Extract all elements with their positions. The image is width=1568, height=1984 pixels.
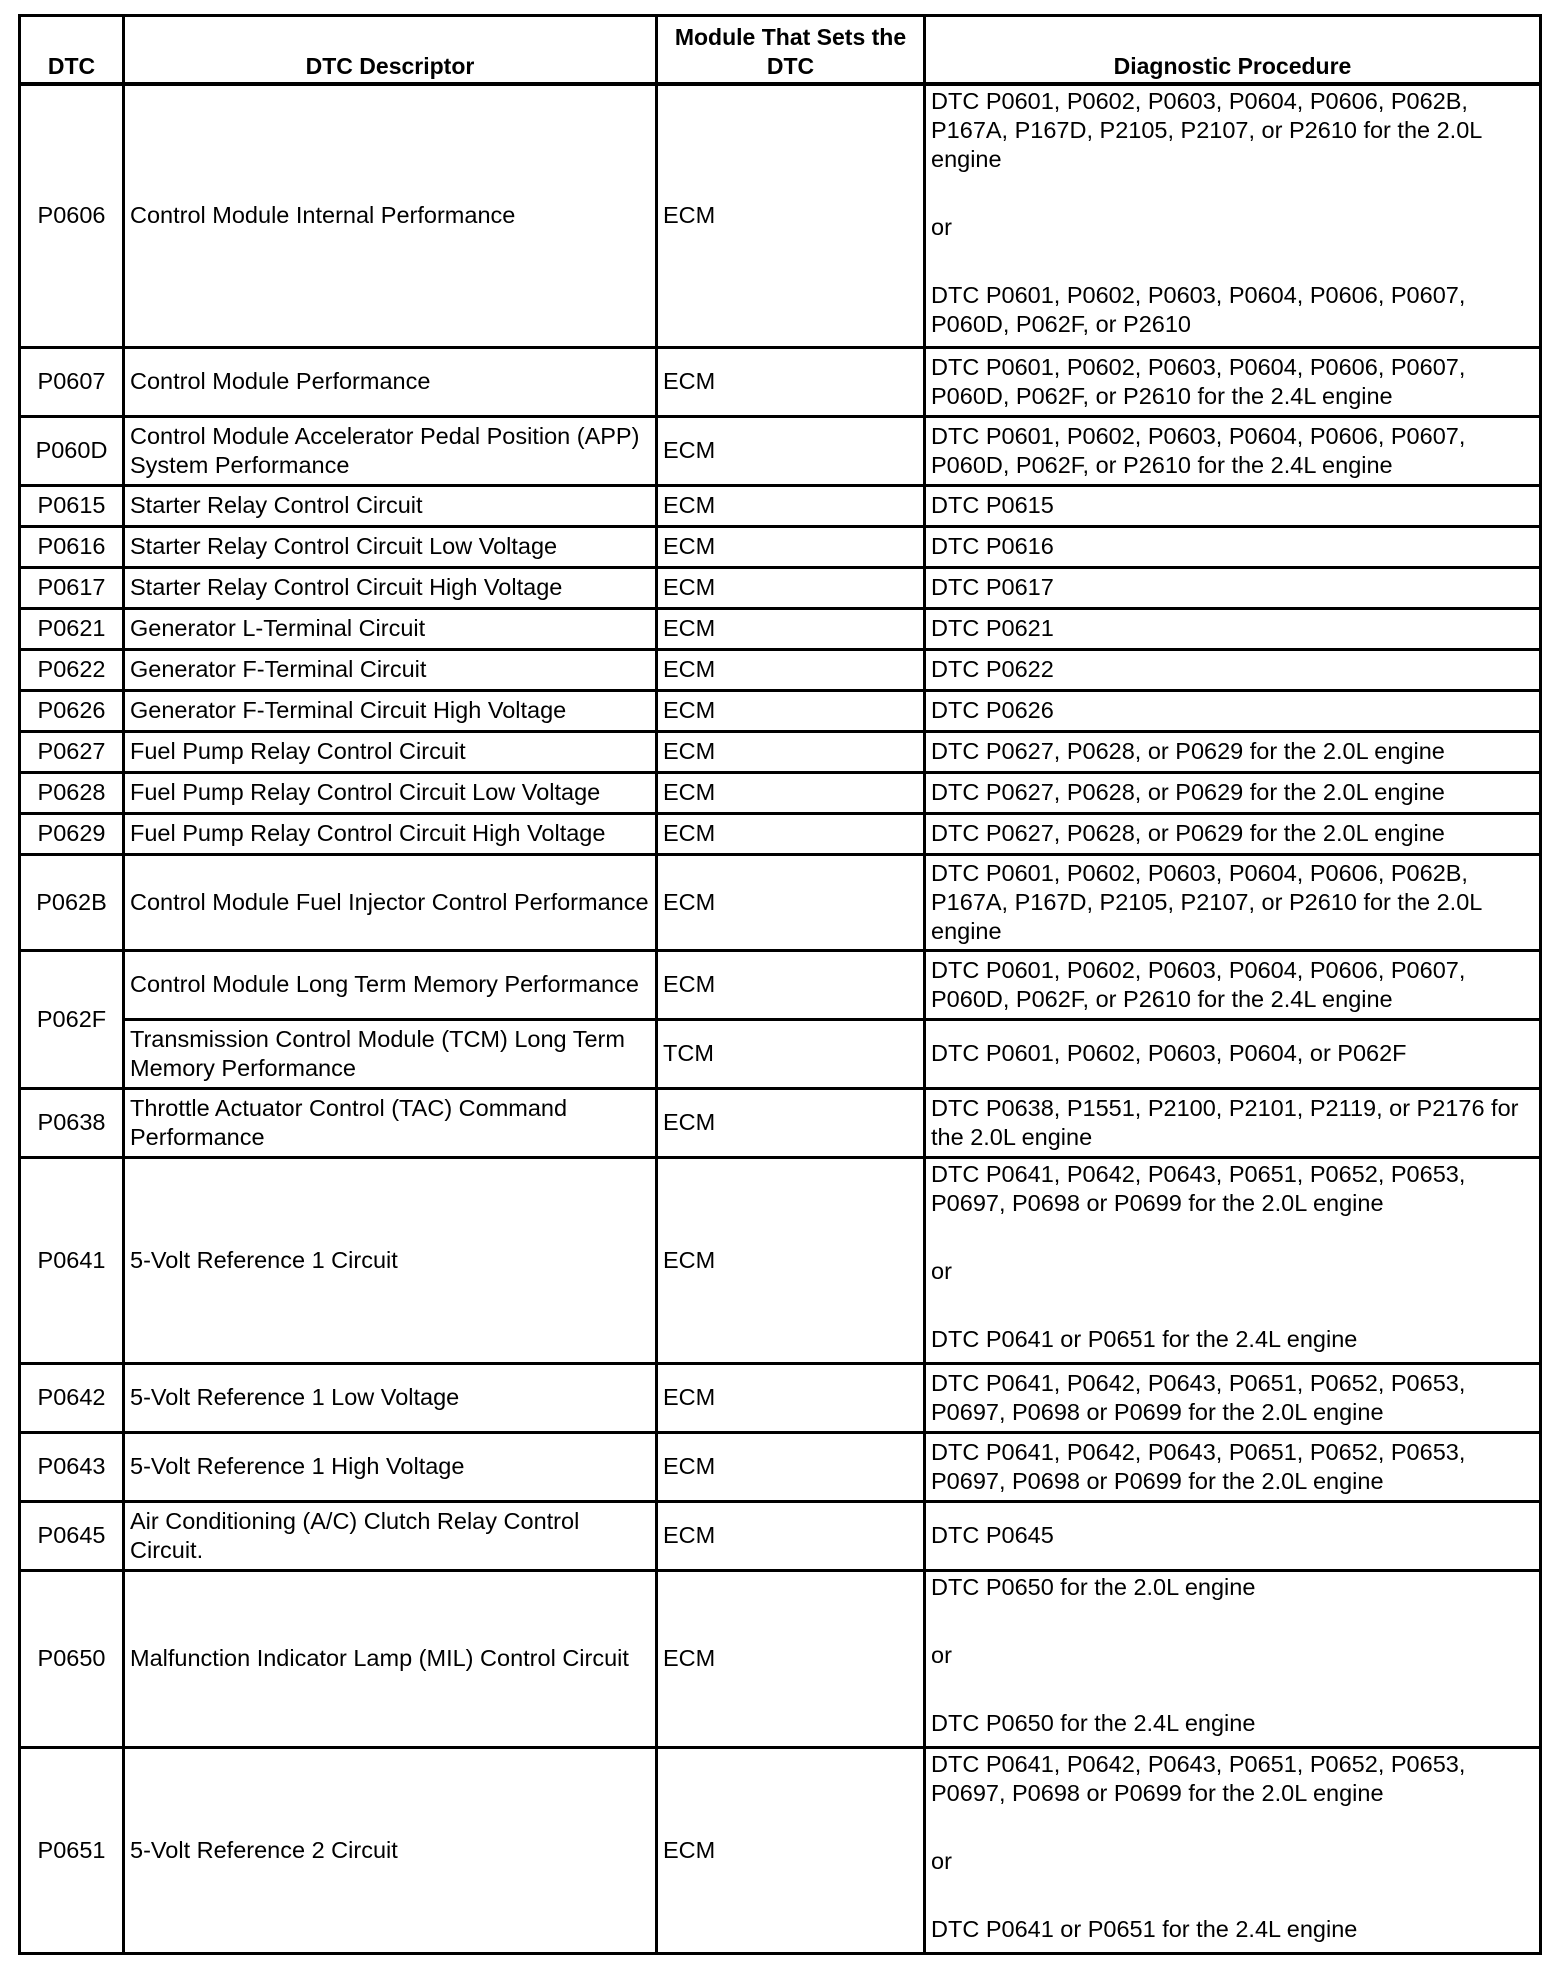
table-row: [20, 485, 1541, 526]
diagnostic-procedure: DTC P0601, P0602, P0603, P0604, P0606, P0607, P060D, P062F, or P2610 for the 2.4L engine: [925, 950, 1541, 1019]
dtc-descriptor: Fuel Pump Relay Control Circuit High Voltage: [124, 813, 657, 854]
dtc-descriptor: Air Conditioning (A/C) Clutch Relay Control Circuit.: [124, 1501, 657, 1570]
dtc-module: ECM: [657, 1570, 925, 1747]
dtc-descriptor: Malfunction Indicator Lamp (MIL) Control Circuit: [124, 1570, 657, 1747]
procedure-or: or: [931, 1257, 952, 1284]
dtc-descriptor: Generator F-Terminal Circuit High Voltage: [124, 690, 657, 731]
dtc-code: P0650: [20, 1570, 124, 1747]
dtc-descriptor: Transmission Control Module (TCM) Long Term Memory Performance: [124, 1019, 657, 1088]
dtc-descriptor: Generator F-Terminal Circuit: [124, 649, 657, 690]
dtc-code: P0628: [20, 772, 124, 813]
diagnostic-procedure: DTC P0622: [925, 649, 1541, 690]
dtc-module: ECM: [657, 84, 925, 347]
dtc-module: ECM: [657, 416, 925, 485]
diagnostic-procedure: DTC P0641, P0642, P0643, P0651, P0652, P0653, P0697, P0698 or P0699 for the 2.0L engine: [925, 1432, 1541, 1501]
dtc-code: P0607: [20, 347, 124, 416]
dtc-module: TCM: [657, 1019, 925, 1088]
header-descriptor: DTC Descriptor: [124, 16, 657, 85]
table-row: [20, 1157, 1541, 1363]
dtc-descriptor: 5-Volt Reference 1 Low Voltage: [124, 1363, 657, 1432]
dtc-code: P0621: [20, 608, 124, 649]
diagnostic-procedure: DTC P0601, P0602, P0603, P0604, or P062F: [925, 1019, 1541, 1088]
dtc-code: P060D: [20, 416, 124, 485]
dtc-code: P0617: [20, 567, 124, 608]
procedure-or: or: [931, 1641, 952, 1668]
table-row: [20, 608, 1541, 649]
procedure-or: or: [931, 214, 952, 240]
dtc-module: ECM: [657, 526, 925, 567]
dtc-descriptor: Fuel Pump Relay Control Circuit Low Voltage: [124, 772, 657, 813]
dtc-code: P0643: [20, 1432, 124, 1501]
diagnostic-procedure: DTC P0638, P1551, P2100, P2101, P2119, or P2176 for the 2.0L engine: [925, 1088, 1541, 1157]
header-row: [20, 16, 1541, 85]
procedure-text: DTC P0641, P0642, P0643, P0651, P0652, P0653, P0697, P0698 or P0699 for the 2.0L engine: [931, 1750, 1466, 1806]
dtc-module: ECM: [657, 731, 925, 772]
dtc-descriptor: 5-Volt Reference 1 High Voltage: [124, 1432, 657, 1501]
table-row: [20, 1501, 1541, 1570]
dtc-module: ECM: [657, 1088, 925, 1157]
table-row: [20, 731, 1541, 772]
diagnostic-procedure: [925, 1570, 1541, 1747]
procedure-text: DTC P0650 for the 2.0L engine: [931, 1573, 1256, 1600]
header-dtc: DTC: [20, 16, 124, 85]
procedure-text: DTC P0650 for the 2.4L engine: [931, 1709, 1256, 1736]
diagnostic-procedure: DTC P0627, P0628, or P0629 for the 2.0L engine: [925, 813, 1541, 854]
dtc-descriptor: Control Module Performance: [124, 347, 657, 416]
dtc-code: P0616: [20, 526, 124, 567]
dtc-code: P0629: [20, 813, 124, 854]
dtc-code: P0627: [20, 731, 124, 772]
dtc-code: P0606: [20, 84, 124, 347]
diagnostic-procedure: [925, 84, 1541, 347]
dtc-code: P0615: [20, 485, 124, 526]
dtc-module: ECM: [657, 690, 925, 731]
table-row: [20, 1432, 1541, 1501]
dtc-module: ECM: [657, 813, 925, 854]
dtc-descriptor: Starter Relay Control Circuit High Voltage: [124, 567, 657, 608]
dtc-code: P0645: [20, 1501, 124, 1570]
diagnostic-procedure: DTC P0627, P0628, or P0629 for the 2.0L engine: [925, 772, 1541, 813]
dtc-code: P062B: [20, 854, 124, 950]
table-row: [20, 690, 1541, 731]
dtc-module: ECM: [657, 567, 925, 608]
dtc-module: ECM: [657, 1363, 925, 1432]
dtc-descriptor: Throttle Actuator Control (TAC) Command Performance: [124, 1088, 657, 1157]
diagnostic-procedure: DTC P0626: [925, 690, 1541, 731]
dtc-descriptor: Control Module Internal Performance: [124, 84, 657, 347]
procedure-text: DTC P0641, P0642, P0643, P0651, P0652, P0653, P0697, P0698 or P0699 for the 2.0L engine: [931, 1160, 1466, 1216]
dtc-module: ECM: [657, 854, 925, 950]
dtc-descriptor: Fuel Pump Relay Control Circuit: [124, 731, 657, 772]
diagnostic-procedure: DTC P0641, P0642, P0643, P0651, P0652, P0653, P0697, P0698 or P0699 for the 2.0L engine: [925, 1363, 1541, 1432]
table-row: [20, 1747, 1541, 1953]
dtc-code: P0642: [20, 1363, 124, 1432]
dtc-module: ECM: [657, 1501, 925, 1570]
dtc-descriptor: Starter Relay Control Circuit: [124, 485, 657, 526]
dtc-module: ECM: [657, 485, 925, 526]
diagnostic-procedure: [925, 1157, 1541, 1363]
dtc-module: ECM: [657, 1747, 925, 1953]
diagnostic-procedure: DTC P0601, P0602, P0603, P0604, P0606, P062B, P167A, P167D, P2105, P2107, or P2610 for the 2.0L engine: [925, 854, 1541, 950]
diagnostic-procedure: DTC P0627, P0628, or P0629 for the 2.0L engine: [925, 731, 1541, 772]
dtc-module: ECM: [657, 1432, 925, 1501]
dtc-descriptor: Starter Relay Control Circuit Low Voltage: [124, 526, 657, 567]
table-row: [20, 416, 1541, 485]
header-module: Module That Sets the DTC: [657, 16, 925, 85]
dtc-code: P0638: [20, 1088, 124, 1157]
diagnostic-procedure: DTC P0615: [925, 485, 1541, 526]
diagnostic-procedure: DTC P0621: [925, 608, 1541, 649]
procedure-text: DTC P0641 or P0651 for the 2.4L engine: [931, 1915, 1358, 1942]
dtc-descriptor: Control Module Fuel Injector Control Performance: [124, 854, 657, 950]
dtc-descriptor: Generator L-Terminal Circuit: [124, 608, 657, 649]
dtc-module: ECM: [657, 649, 925, 690]
table-row: [20, 1088, 1541, 1157]
procedure-text: DTC P0601, P0602, P0603, P0604, P0606, P0607, P060D, P062F, or P2610: [931, 282, 1466, 337]
diagnostic-procedure: DTC P0601, P0602, P0603, P0604, P0606, P0607, P060D, P062F, or P2610 for the 2.4L engine: [925, 416, 1541, 485]
table-row: [20, 950, 1541, 1019]
dtc-module: ECM: [657, 347, 925, 416]
table-row: [20, 526, 1541, 567]
table-row: [20, 1019, 1541, 1088]
dtc-code: P062F: [20, 950, 124, 1088]
dtc-code: P0626: [20, 690, 124, 731]
dtc-descriptor: Control Module Accelerator Pedal Position (APP) System Performance: [124, 416, 657, 485]
dtc-descriptor: Control Module Long Term Memory Performance: [124, 950, 657, 1019]
dtc-module: ECM: [657, 1157, 925, 1363]
diagnostic-procedure: [925, 1747, 1541, 1953]
table-row: [20, 1570, 1541, 1747]
header-procedure: Diagnostic Procedure: [925, 16, 1541, 85]
table-row: [20, 347, 1541, 416]
dtc-module: ECM: [657, 950, 925, 1019]
procedure-text: DTC P0641 or P0651 for the 2.4L engine: [931, 1325, 1358, 1352]
diagnostic-procedure: DTC P0645: [925, 1501, 1541, 1570]
diagnostic-procedure: DTC P0601, P0602, P0603, P0604, P0606, P0607, P060D, P062F, or P2610 for the 2.4L engine: [925, 347, 1541, 416]
dtc-code: P0622: [20, 649, 124, 690]
dtc-code: P0641: [20, 1157, 124, 1363]
table-row: [20, 854, 1541, 950]
dtc-table: [18, 14, 1542, 1955]
table-row: [20, 813, 1541, 854]
table-row: [20, 1363, 1541, 1432]
dtc-module: ECM: [657, 772, 925, 813]
procedure-text: DTC P0601, P0602, P0603, P0604, P0606, P062B, P167A, P167D, P2105, P2107, or P2610 for the 2.0L engine: [931, 88, 1482, 172]
diagnostic-procedure: DTC P0616: [925, 526, 1541, 567]
dtc-code: P0651: [20, 1747, 124, 1953]
table-row: [20, 567, 1541, 608]
table-row: [20, 649, 1541, 690]
diagnostic-procedure: DTC P0617: [925, 567, 1541, 608]
table-row: [20, 772, 1541, 813]
dtc-descriptor: 5-Volt Reference 1 Circuit: [124, 1157, 657, 1363]
dtc-descriptor: 5-Volt Reference 2 Circuit: [124, 1747, 657, 1953]
dtc-module: ECM: [657, 608, 925, 649]
table-row: [20, 84, 1541, 347]
procedure-or: or: [931, 1847, 952, 1874]
